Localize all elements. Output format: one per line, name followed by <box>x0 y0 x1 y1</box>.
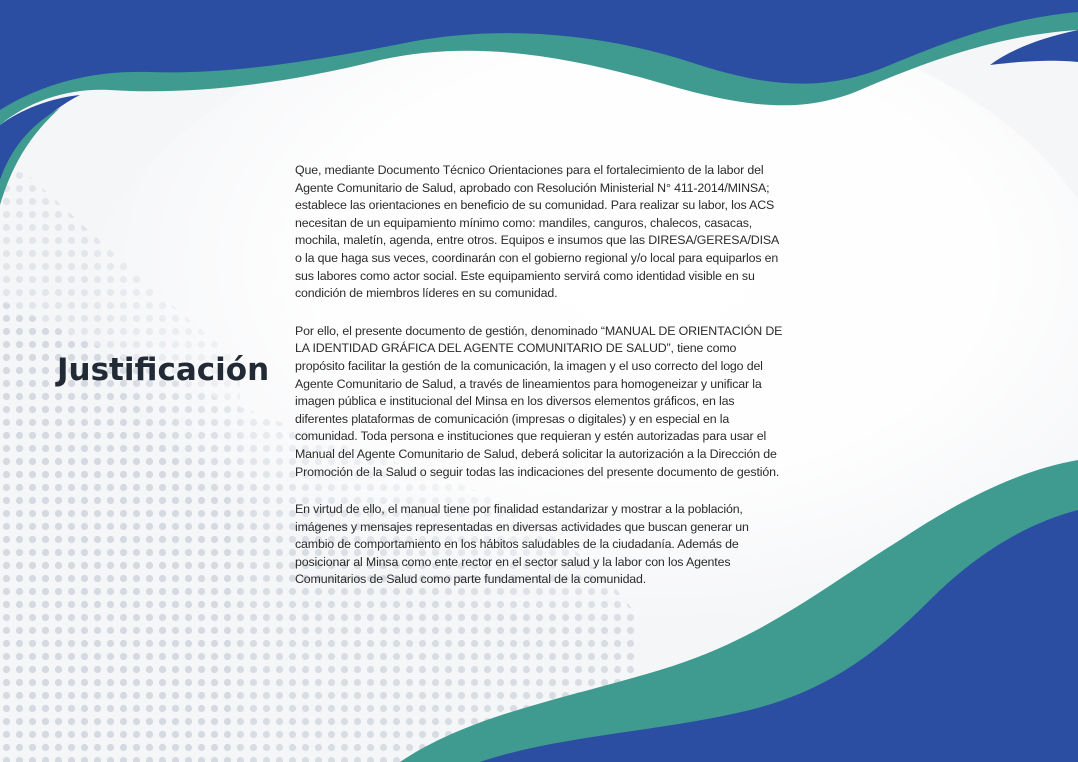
section-title: Justificación <box>57 352 270 388</box>
paragraph-2: Por ello, el presente documento de gestión, denominado “MANUAL DE ORIENTACIÓN DE LA IDENTIDAD GRÁFICA DEL AGENTE COMUNITARIO DE SALUD”, tiene como propósito facilitar la gestión de la comunicación, la imagen y el uso correcto del logo del Agente Comunitario de Salud, a través de lineamientos para homogeneizar y unificar la imagen pública e institucional del Minsa en los diversos elementos gráficos, en las diferentes plataformas de comunicación (impresas o digitales) y en especial en la comunidad. Toda persona e instituciones que requieran y estén autorizadas para usar el Manual del Agente Comunitario de Salud, deberá solicitar la autorización a la Dirección de Promoción de la Salud o seguir todas las indicaciones del presente documento de gestión. <box>295 323 783 479</box>
paragraph-1: Que, mediante Documento Técnico Orientaciones para el fortalecimiento de la labor del Agente Comunitario de Salud, aprobado con Resolución Ministerial N° 411-2014/MINSA; establece las orientaciones en beneficio de su comunidad. Para realizar su labor, los ACS necesitan de un equipamiento mínimo como: mandiles, canguros, chalecos, casacas, mochila, maletín, agenda, entre otros. Equipos e insumos que las DIRESA/GERESA/DISA o la que haga sus veces, coordinarán con el gobierno regional y/o local para equiparlos en sus labores como actor social. Este equipamiento servirá como identidad visible en su condición de miembros líderes en su comunidad. <box>295 163 779 301</box>
paragraph-3: En virtud de ello, el manual tiene por finalidad estandarizar y mostrar a la población, imágenes y mensajes representadas en diversas actividades que buscan generar un cambio de comportamiento en los hábitos saludables de la ciudadanía. Además de posicionar al Minsa como ente rector en el sector salud y la labor con los Agentes Comunitarios de Salud como parte fundamental de la comunidad. <box>295 502 749 587</box>
body-text <box>295 162 785 609</box>
